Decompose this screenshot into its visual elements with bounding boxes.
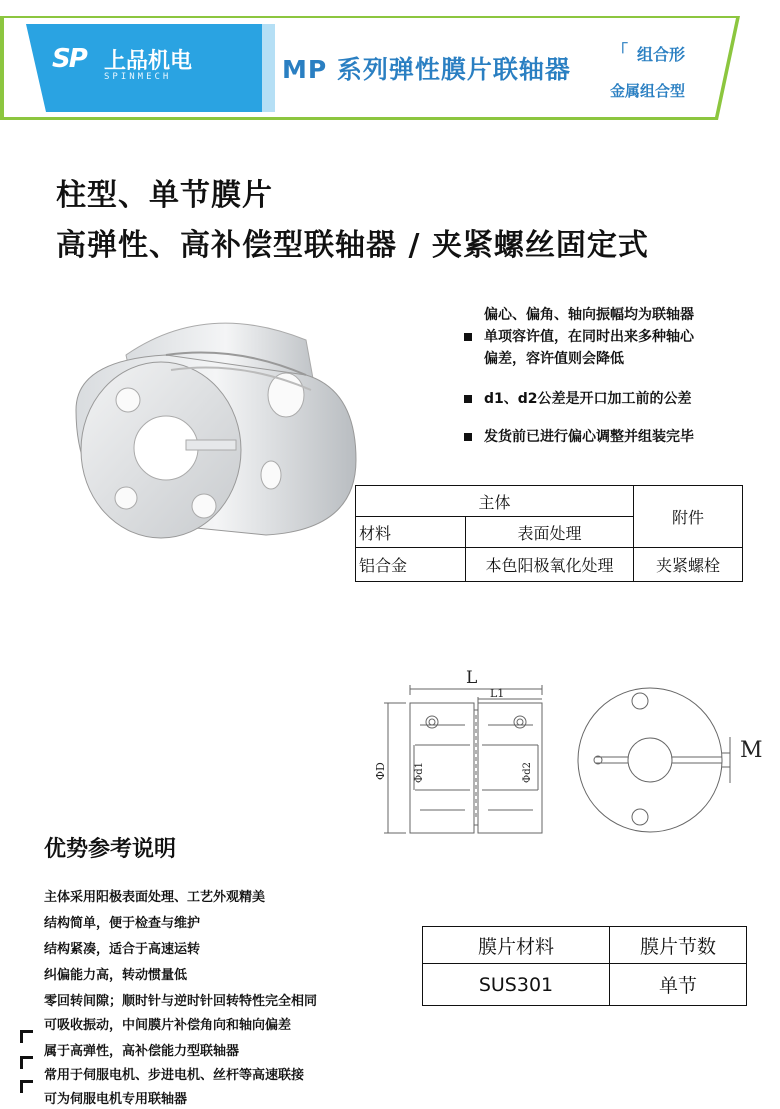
label-d1: Φd1 [414,762,425,783]
main-header: 主体 [356,486,634,517]
headline-line-2: 高弹性、高补偿型联轴器 / 夹紧螺丝固定式 [56,228,649,263]
bracket-mark [20,1030,33,1043]
advantage-item-7: 属于高弹性，高补偿能力型联轴器 [44,1044,240,1059]
label-L: L [466,668,478,688]
label-M: M [740,738,763,763]
product-photo [56,300,406,550]
advantage-item-1: 主体采用阳极表面处理、工艺外观精美 [44,890,266,905]
accessory-header: 附件 [634,486,743,548]
surface-header: 表面处理 [466,517,634,548]
advantage-item-8: 常用于伺服电机、步进电机、丝杆等高速联接 [44,1068,305,1083]
advantage-item-4: 纠偏能力高，转动惯量低 [44,968,188,983]
label-L1: L1 [490,687,505,700]
advantage-item-2: 结构简单，便于检查与维护 [44,916,201,931]
headline-line-1: 柱型、单节膜片 [56,178,273,213]
type-subtag: 金属组合型 [610,82,686,100]
bullet-icon [464,333,472,341]
material-value: 铝合金 [356,548,466,582]
bracket-mark [20,1056,33,1069]
material-header: 材料 [356,517,466,548]
bullet-icon [464,395,472,403]
logo-mark: SP [52,44,86,74]
feature-1-line-2: 单项容许值，在同时出来多种轴心 [484,329,694,345]
diaphragm-material-header: 膜片材料 [423,927,610,964]
diaphragm-material-value: SUS301 [423,964,610,1006]
label-d2: Φd2 [522,762,533,783]
feature-item-2 [464,388,692,410]
page-title: MP 系列弹性膜片联轴器 [282,55,571,84]
type-tag: 「 组合形 [626,42,696,65]
diaphragm-count-header: 膜片节数 [610,927,747,964]
feature-2-line-1: d1、d2公差是开口加工前的公差 [484,391,692,407]
label-D: ΦD [374,762,387,780]
feature-3-line-1: 发货前已进行偏心调整并组装完毕 [484,429,694,445]
feature-1-line-1: 偏心、偏角、轴向振幅均为联轴器 [484,307,694,323]
diaphragm-count-value: 单节 [610,964,747,1006]
surface-value: 本色阳极氧化处理 [466,548,634,582]
logo-text-en: SPINMECH [104,72,172,82]
diaphragm-table [422,926,747,1006]
logo-text-cn: 上品机电 [104,49,193,74]
advantage-item-9: 可为伺服电机专用联轴器 [44,1092,188,1107]
advantage-item-5: 零回转间隙；顺时针与逆时针回转特性完全相同 [44,994,318,1009]
spec-table [355,485,743,582]
accessory-value: 夹紧螺栓 [634,548,743,582]
feature-1-line-3: 偏差，容许值则会降低 [484,351,624,367]
advantage-item-3: 结构紧凑，适合于高速运转 [44,942,201,957]
technical-drawing [370,665,780,850]
advantages-title: 优势参考说明 [44,837,177,862]
bullet-icon [464,433,472,441]
feature-item-3 [464,426,694,448]
feature-item-1 [464,304,694,370]
advantage-item-6: 可吸收振动，中间膜片补偿角向和轴向偏差 [44,1018,292,1033]
bracket-mark [20,1080,33,1093]
